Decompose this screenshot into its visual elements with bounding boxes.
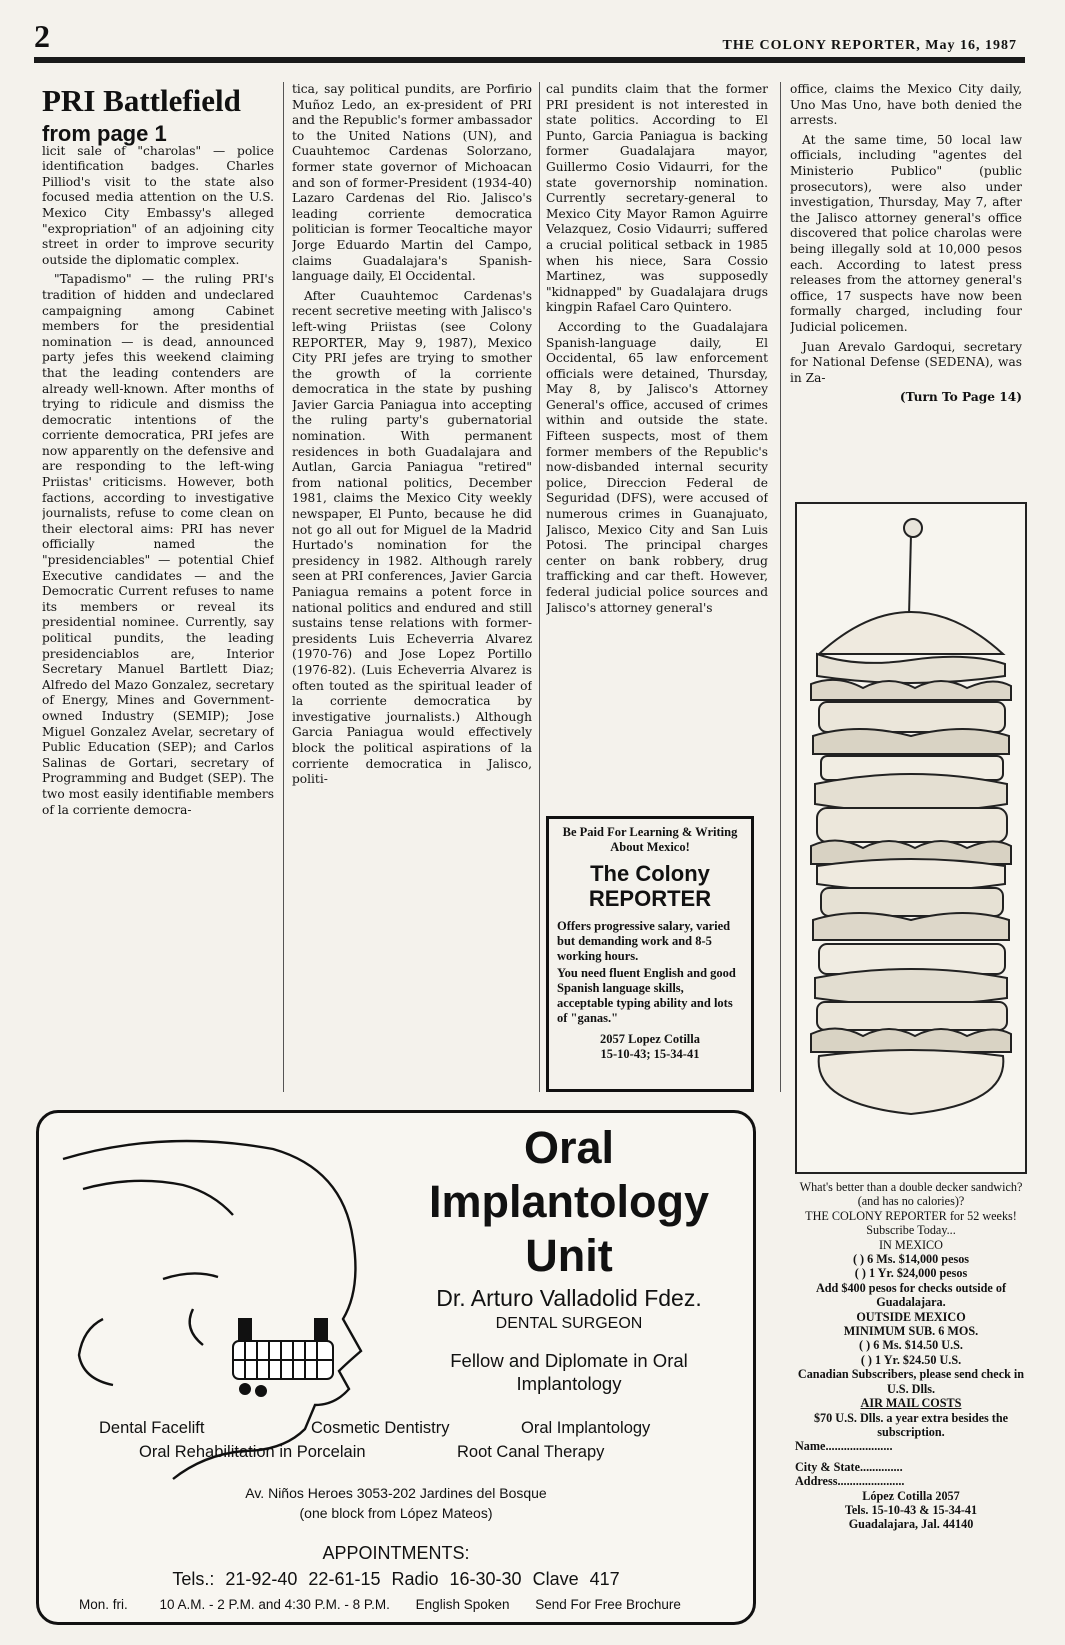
subs-option-us-1[interactable]: ( ) 1 Yr. $24.50 U.S.	[860, 1352, 962, 1367]
dental-phones: Tels.: 21-92-40 22-61-15 Radio 16-30-30 Clave 417	[172, 1569, 620, 1589]
service-oral-rehabilitation: Oral Rehabilitation in Porcelain	[139, 1443, 366, 1461]
paragraph: According to the Guadalajara Spanish-language daily, El Occidental, 65 law enforcement officials were detained, Thursday, May 8, by Jalisco's Attorney General's office, accused of crimes within and outside the state. Fifteen suspects, most of them former members of the Republic's now-disbanded internal security police, Direccion Federal de Seguridad (DFS), were accused of numerous crimes in Guanajuato, Jalisco, Mexico City and San Luis Potosi. The principal charges center on bank robbery, drug trafficking and car theft. However, federal judicial police sources and Jalisco's attorney general's	[546, 319, 768, 615]
subs-option-mx-1[interactable]: ( ) 1 Yr. $24,000 pesos	[854, 1266, 968, 1281]
subs-cta: Subscribe Today...	[866, 1223, 956, 1238]
article-column-3	[546, 82, 768, 804]
double-decker-sandwich-icon	[797, 504, 1025, 1172]
subs-offer: THE COLONY REPORTER for 52 weeks!	[805, 1208, 1017, 1223]
running-head: THE COLONY REPORTER, May 16, 1987	[722, 38, 1017, 53]
dental-english: English Spoken	[415, 1597, 510, 1612]
column-divider	[539, 82, 540, 1092]
subs-in-mexico: IN MEXICO	[879, 1237, 943, 1252]
subs-address-1: López Cotilla 2057	[862, 1488, 960, 1503]
dental-fellow-line2: Implantology	[516, 1373, 622, 1394]
subs-name-field[interactable]: Name......................	[795, 1439, 893, 1454]
dental-address-1: Av. Niños Heroes 3053-202 Jardines del Bosque	[245, 1485, 547, 1501]
dental-title	[384, 1121, 754, 1283]
dental-fellow-line1: Fellow and Diplomate in Oral	[450, 1350, 688, 1371]
dental-ad	[36, 1110, 756, 1625]
dental-hours-row	[79, 1597, 719, 1612]
job-ad-brand-line1: The Colony	[590, 861, 710, 886]
subs-question: What's better than a double decker sandwich? (and has no calories)?	[799, 1180, 1023, 1209]
subs-canadian-note: Canadian Subscribers, please send check in U.S. Dlls.	[797, 1367, 1025, 1396]
service-oral-implantology: Oral Implantology	[521, 1419, 651, 1437]
subs-address-3: Guadalajara, Jal. 44140	[848, 1517, 974, 1532]
paragraph: tica, say political pundits, are Porfirio Muñoz Ledo, an ex-president of PRI and the Republic's former ambassador to the United Nations (UN), and Cuauhtemoc Cardenas Solorzano, former state governor of Michoacan and son of former-President (1934-40) Lazaro Cardenas del Rio. Jalisco's leading corriente democratica politician is former Teocaltiche mayor Jorge Eduardo Martin del Campo, claims Guadalajara's Spanish-language daily, El Occidental.	[292, 82, 532, 284]
dental-title-line2: Implantology	[429, 1176, 709, 1227]
subs-option-mx-6[interactable]: ( ) 6 Ms. $14,000 pesos	[852, 1252, 970, 1267]
dental-doctor: Dr. Arturo Valladolid Fdez.	[436, 1285, 702, 1311]
subs-option-us-6[interactable]: ( ) 6 Ms. $14.50 U.S.	[859, 1338, 963, 1353]
dental-address-2: (one block from López Mateos)	[299, 1505, 493, 1521]
subs-minimum: MINIMUM SUB. 6 MOS.	[843, 1324, 979, 1339]
article-column-4	[790, 82, 1022, 484]
paragraph: licit sale of "charolas" — police identification badges. Charles Pilliod's visit to the state also focused media attention on the U.S. Mexico City Embassy's alleged "expropriation" of an adjoining city street in order to improve security outside the diplomatic complex.	[42, 143, 274, 267]
job-ad-phones: 15-10-43; 15-34-41	[600, 1047, 700, 1061]
subs-city-field[interactable]: City & State..............	[795, 1459, 903, 1474]
job-ad	[546, 816, 754, 1092]
header-rule	[34, 57, 1025, 63]
article-column-2	[292, 82, 532, 1092]
column-divider	[283, 82, 284, 1092]
service-root-canal: Root Canal Therapy	[457, 1443, 605, 1461]
dental-brochure: Send For Free Brochure	[535, 1597, 681, 1612]
subs-airmail-title: AIR MAIL COSTS	[860, 1396, 962, 1411]
job-ad-brand-line2: REPORTER	[588, 886, 712, 911]
job-ad-body2: You need fluent English and good Spanish language skills, acceptable typing ability and lots of "ganas."	[557, 966, 736, 1025]
continued-from: from page 1	[42, 121, 167, 146]
dental-title-line1: Oral	[523, 1122, 615, 1173]
paragraph: "Tapadismo" — the ruling PRI's tradition of hidden and undeclared campaigning among Cabinet members for the presidential nomination — is dead, announced party jefes this weekend claiming that the leading contenders are already well-known. After months of trying to ridicule and dismiss the democratic intentions of the corriente democratica, PRI jefes are now apparently on the defensive and are responding to the left-wing Priistas' criticisms. However, both factions, according to investigative journalists, refuse to come clean on their electoral aims: PRI has never officially named the "presidenciables" — potential Chief Executive candidates — and the Democratic Current refuses to name its members or reveal its presidential nominee. Currently, say political pundits, the leading presidenciablos are, Interior Secretary Manuel Bartlett Diaz; Alfredo del Mazo Gonzalez, secretary of Energy, Mines and Government-owned Industry (SEMIP); Jose Miguel Gonzalez Avelar, secretary of Public Education (SEP); and Carlos Salinas de Gortari, secretary of Programming and Budget (SEP). The two most easily identifiable members of la corriente democra-	[42, 272, 274, 817]
headline: PRI Battlefield	[42, 83, 241, 118]
subs-address-field[interactable]: Address......................	[795, 1474, 905, 1489]
job-ad-body1: Offers progressive salary, varied but demanding work and 8-5 working hours.	[557, 919, 731, 963]
dental-role: DENTAL SURGEON	[495, 1315, 643, 1332]
dental-hours: 10 A.M. - 2 P.M. and 4:30 P.M. - 8 P.M.	[159, 1597, 390, 1612]
subs-checks-note: Add $400 pesos for checks outside of Guadalajara.	[815, 1280, 1007, 1310]
service-cosmetic-dentistry: Cosmetic Dentistry	[311, 1419, 450, 1437]
dental-days: Mon. fri.	[79, 1597, 128, 1612]
job-ad-tagline: Be Paid For Learning & Writing About Mexico!	[562, 825, 738, 854]
sandwich-illustration	[795, 502, 1027, 1174]
article-column-1	[42, 82, 274, 1092]
dental-title-line3: Unit	[525, 1230, 613, 1281]
paragraph: cal pundits claim that the former PRI president is not interested in state politics. According to El Punto, Garcia Paniagua is backing former Guadalajara mayor, Guillermo Cosio Vidaurri, for the state governorship nomination. Currently secretary-general to Mexico City Mayor Ramon Aguirre Velazquez, Cosio Vidaurri; suffered a crucial political setback in 1985 when his niece, Sara Cossio Martinez, was supposedly "kidnapped" by Guadalajara drugs kingpin Rafael Caro Quintero.	[546, 82, 768, 315]
service-dental-facelift: Dental Facelift	[99, 1419, 205, 1437]
jump-line: (Turn To Page 14)	[899, 390, 1022, 405]
subs-airmail-note: $70 U.S. Dlls. a year extra besides the subscription.	[813, 1410, 1009, 1439]
column-divider	[780, 82, 781, 1092]
paragraph: office, claims the Mexico City daily, Uno Mas Uno, have both denied the arrests.	[790, 82, 1022, 128]
subscription-ad	[795, 1180, 1027, 1532]
paragraph: At the same time, 50 local law officials, including "agentes del Ministerio Publico" (public prosecutors), were also under investigation, Thursday, May 7, after the Jalisco attorney general's office discovered that police charolas were being illegally sold at 10,000 pesos each. According to latest press releases from the attorney general's office, 17 suspects have now been formally charged, including four Judicial policemen.	[790, 132, 1022, 334]
subs-address-2: Tels. 15-10-43 & 15-34-41	[844, 1502, 978, 1517]
dental-fellow	[384, 1349, 754, 1395]
subs-outside-mexico: OUTSIDE MEXICO	[856, 1309, 966, 1324]
paragraph: After Cuauhtemoc Cardenas's recent secretive meeting with Jalisco's left-wing Priistas (see Colony REPORTER, May 9, 1987), Mexico City PRI jefes are trying to smother the growth of la corriente democratica in the state by pushing Javier Garcia Paniagua into accepting the ruling party's gubernatorial nomination. With permanent residences in both Guadalajara and Autlan, Garcia Paniagua "retired" from national politics, December 1981, claims the Mexico City weekly newspaper, El Punto, because he did not go all out for Miguel de la Madrid Hurtado's nomination for the presidency in 1982. Although rarely seen at PRI conferences, Javier Garcia Paniagua remains a potent force in national politics and endured and still sustains tense relations with former-presidents Luis Echeverria Alvarez (1970-76) and Jose Lopez Portillo (1976-82). (Luis Echeverria Alvarez is often touted as the spiritual leader of la corriente democratica by investigative journalists.) Although Garcia Paniagua would effectively block the political aspirations of la corriente democratica in Jalisco, politi-	[292, 288, 532, 787]
paragraph: Juan Arevalo Gardoqui, secretary for National Defense (SEDENA), was in Za-	[790, 339, 1022, 385]
job-ad-address: 2057 Lopez Cotilla	[600, 1032, 700, 1046]
page-number: 2	[34, 18, 50, 54]
dental-appointments: APPOINTMENTS:	[322, 1543, 470, 1563]
